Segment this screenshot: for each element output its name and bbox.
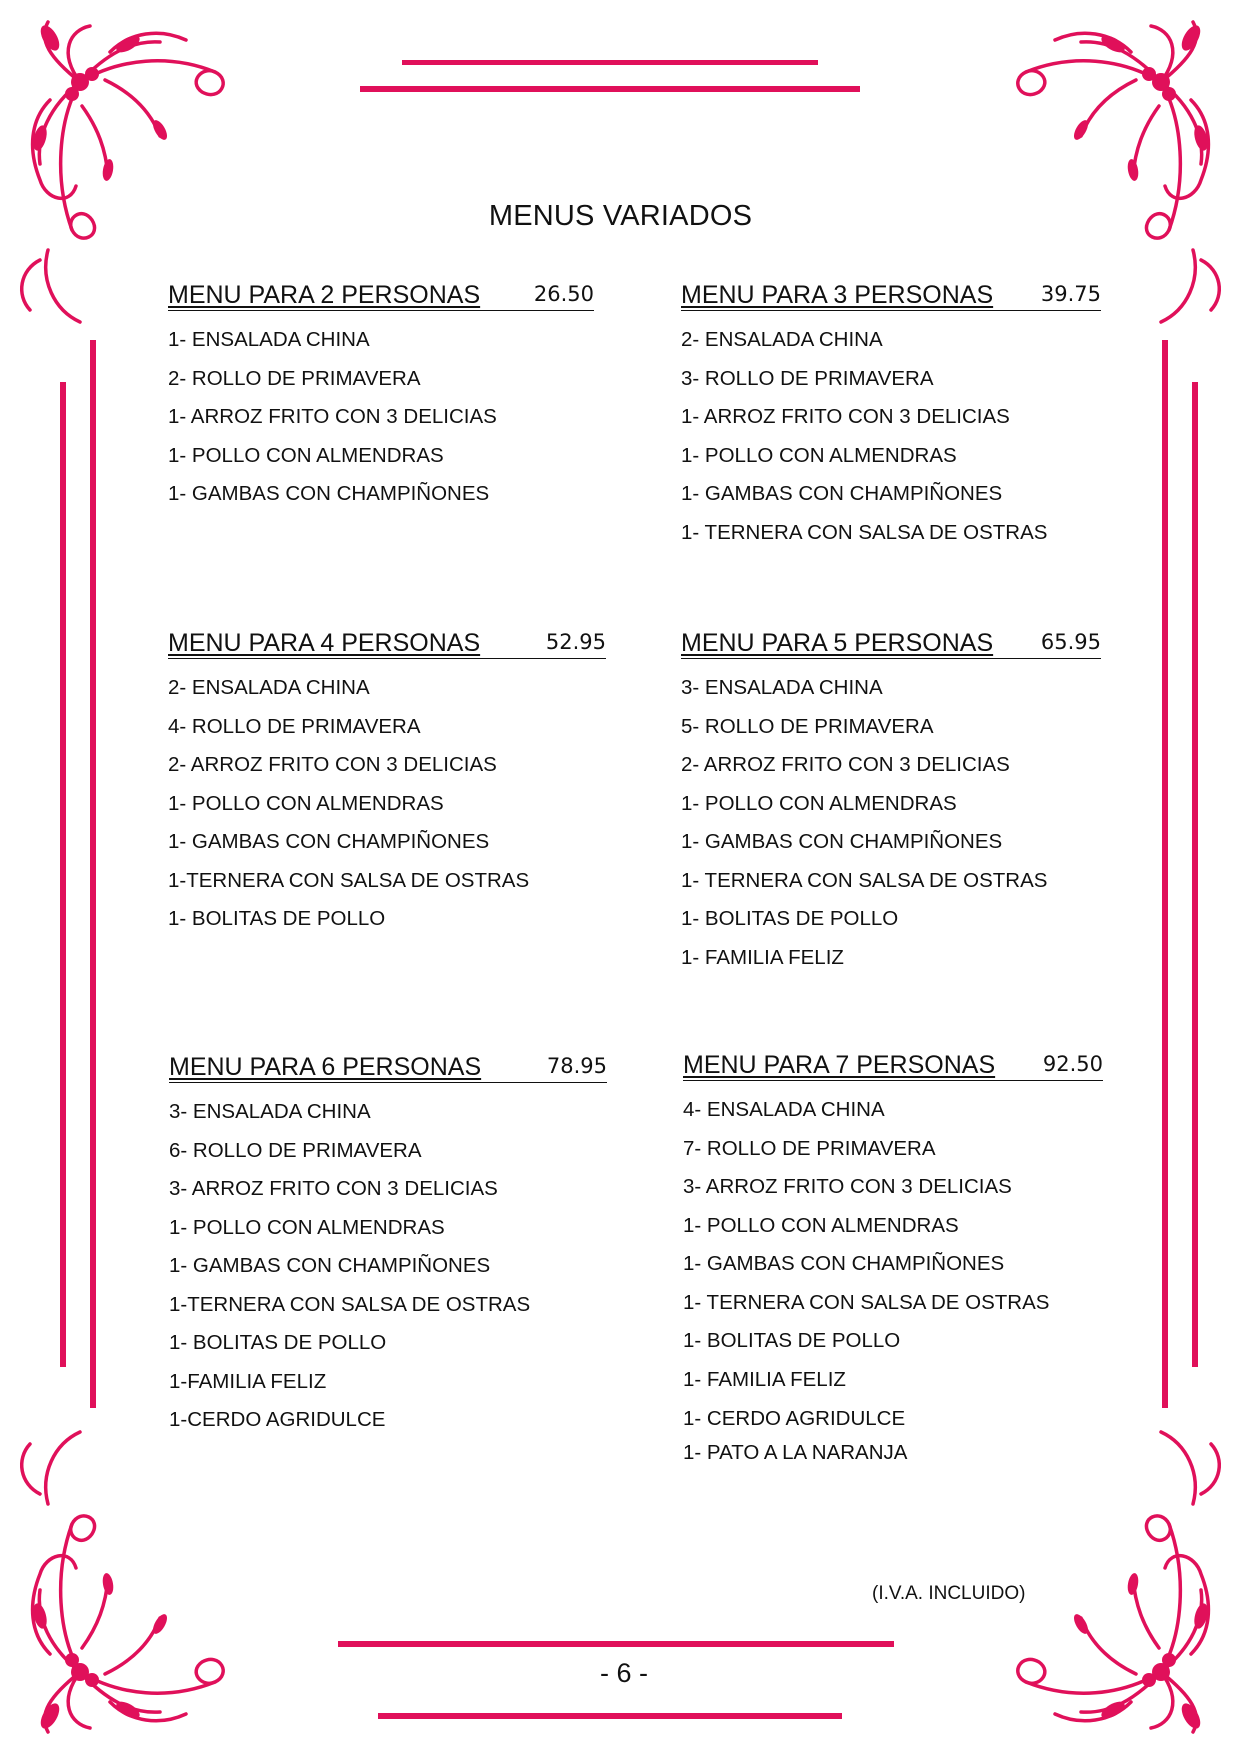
menu-header — [169, 1048, 607, 1083]
menu-header — [168, 624, 606, 659]
menu-item: 1- BOLITAS DE POLLO — [683, 1329, 901, 1352]
floral-corner-ornament-icon — [10, 1414, 230, 1744]
bottom-border-bar — [378, 1713, 842, 1719]
menu-item: 3- ARROZ FRITO CON 3 DELICIAS — [169, 1177, 498, 1200]
top-border-bar — [360, 86, 860, 92]
menu-for-4 — [168, 624, 606, 939]
menu-item: 4- ENSALADA CHINA — [683, 1098, 885, 1121]
menu-header — [681, 624, 1101, 659]
bottom-border-bar — [338, 1641, 894, 1647]
menu-item: 1- BOLITAS DE POLLO — [169, 1331, 387, 1354]
menu-item: 1- TERNERA CON SALSA DE OSTRAS — [681, 868, 1048, 892]
menu-item-list — [681, 321, 1101, 552]
menu-title: MENU PARA 2 PERSONAS — [168, 281, 481, 309]
menu-title: MENU PARA 5 PERSONAS — [681, 629, 994, 657]
menu-item: 1- POLLO CON ALMENDRAS — [168, 443, 444, 467]
menu-item: 2- ENSALADA CHINA — [681, 328, 883, 351]
menu-item: 1- POLLO CON ALMENDRAS — [681, 443, 957, 467]
right-border-bar — [1162, 340, 1168, 1408]
left-border-bar — [90, 340, 96, 1408]
menu-item: 1- TERNERA CON SALSA DE OSTRAS — [681, 520, 1048, 544]
menu-item: 1-FAMILIA FELIZ — [169, 1369, 327, 1393]
menu-item: 1- POLLO CON ALMENDRAS — [169, 1215, 445, 1239]
menu-item: 1-CERDO AGRIDULCE — [169, 1408, 386, 1431]
menu-item: 7- ROLLO DE PRIMAVERA — [683, 1136, 936, 1160]
menu-for-6 — [169, 1048, 607, 1440]
menu-item: 3- ROLLO DE PRIMAVERA — [681, 366, 934, 390]
menu-price: 78.95 — [546, 1054, 607, 1078]
menu-item: 1- ARROZ FRITO CON 3 DELICIAS — [681, 405, 1010, 428]
menu-title: MENU PARA 7 PERSONAS — [683, 1051, 996, 1079]
right-border-bar — [1192, 382, 1198, 1367]
menu-title: MENU PARA 6 PERSONAS — [169, 1053, 482, 1081]
menu-for-2 — [168, 276, 594, 514]
menu-item: 3- ARROZ FRITO CON 3 DELICIAS — [683, 1175, 1012, 1198]
menu-item: 1- GAMBAS CON CHAMPIÑONES — [168, 482, 490, 505]
menu-item: 1- GAMBAS CON CHAMPIÑONES — [683, 1252, 1005, 1275]
menu-item: 1- GAMBAS CON CHAMPIÑONES — [169, 1254, 491, 1277]
menu-title: MENU PARA 3 PERSONAS — [681, 281, 994, 309]
menu-item: 5- ROLLO DE PRIMAVERA — [681, 714, 934, 738]
menu-item: 4- ROLLO DE PRIMAVERA — [168, 714, 421, 738]
menu-for-7 — [683, 1046, 1103, 1468]
menu-item: 3- ENSALADA CHINA — [169, 1100, 371, 1123]
menu-item: 2- ROLLO DE PRIMAVERA — [168, 366, 421, 390]
menu-item-list — [168, 321, 594, 514]
menu-item: 1- GAMBAS CON CHAMPIÑONES — [168, 830, 490, 853]
menu-item: 2- ARROZ FRITO CON 3 DELICIAS — [168, 753, 497, 776]
menu-header — [681, 276, 1101, 311]
menu-price: 92.50 — [1042, 1052, 1103, 1076]
menu-item: 1- CERDO AGRIDULCE — [683, 1407, 906, 1430]
menu-item: 1- PATO A LA NARANJA — [683, 1441, 908, 1464]
page-number: - 6 - — [600, 1658, 649, 1688]
menu-price: 65.95 — [1040, 630, 1101, 654]
menu-header — [683, 1046, 1103, 1081]
menu-header — [168, 276, 594, 311]
menu-item: 2- ARROZ FRITO CON 3 DELICIAS — [681, 753, 1010, 776]
menu-item-list — [168, 669, 606, 939]
menu-item: 1- FAMILIA FELIZ — [681, 945, 844, 969]
menu-item: 2- ENSALADA CHINA — [168, 676, 370, 699]
menu-item: 3- ENSALADA CHINA — [681, 676, 883, 699]
menu-for-3 — [681, 276, 1101, 552]
menu-item: 1- POLLO CON ALMENDRAS — [683, 1213, 959, 1237]
menu-item: 1- FAMILIA FELIZ — [683, 1367, 846, 1391]
menu-item: 1- TERNERA CON SALSA DE OSTRAS — [683, 1290, 1050, 1314]
menu-item: 1- BOLITAS DE POLLO — [168, 907, 386, 930]
top-border-bar — [402, 60, 818, 65]
tax-note: (I.V.A. INCLUIDO) — [872, 1583, 1026, 1604]
menu-title: MENU PARA 4 PERSONAS — [168, 629, 481, 657]
menu-item: 1- POLLO CON ALMENDRAS — [681, 791, 957, 815]
menu-item: 1-TERNERA CON SALSA DE OSTRAS — [168, 868, 530, 892]
menu-for-5 — [681, 624, 1101, 977]
menu-price: 39.75 — [1040, 282, 1101, 306]
left-border-bar — [60, 382, 66, 1367]
menu-item-list — [683, 1091, 1103, 1468]
menu-price: 26.50 — [533, 282, 594, 306]
menu-price: 52.95 — [545, 630, 606, 654]
page-title: MENUS VARIADOS — [488, 200, 753, 232]
menu-item: 6- ROLLO DE PRIMAVERA — [169, 1138, 422, 1162]
menu-item: 1- BOLITAS DE POLLO — [681, 907, 899, 930]
menu-item: 1- GAMBAS CON CHAMPIÑONES — [681, 830, 1003, 853]
menu-item: 1- POLLO CON ALMENDRAS — [168, 791, 444, 815]
menu-item: 1- GAMBAS CON CHAMPIÑONES — [681, 482, 1003, 505]
menu-item: 1- ENSALADA CHINA — [168, 328, 370, 351]
menu-item: 1- ARROZ FRITO CON 3 DELICIAS — [168, 405, 497, 428]
menu-item: 1-TERNERA CON SALSA DE OSTRAS — [169, 1292, 531, 1316]
menu-item-list — [681, 669, 1101, 977]
menu-item-list — [169, 1093, 607, 1440]
